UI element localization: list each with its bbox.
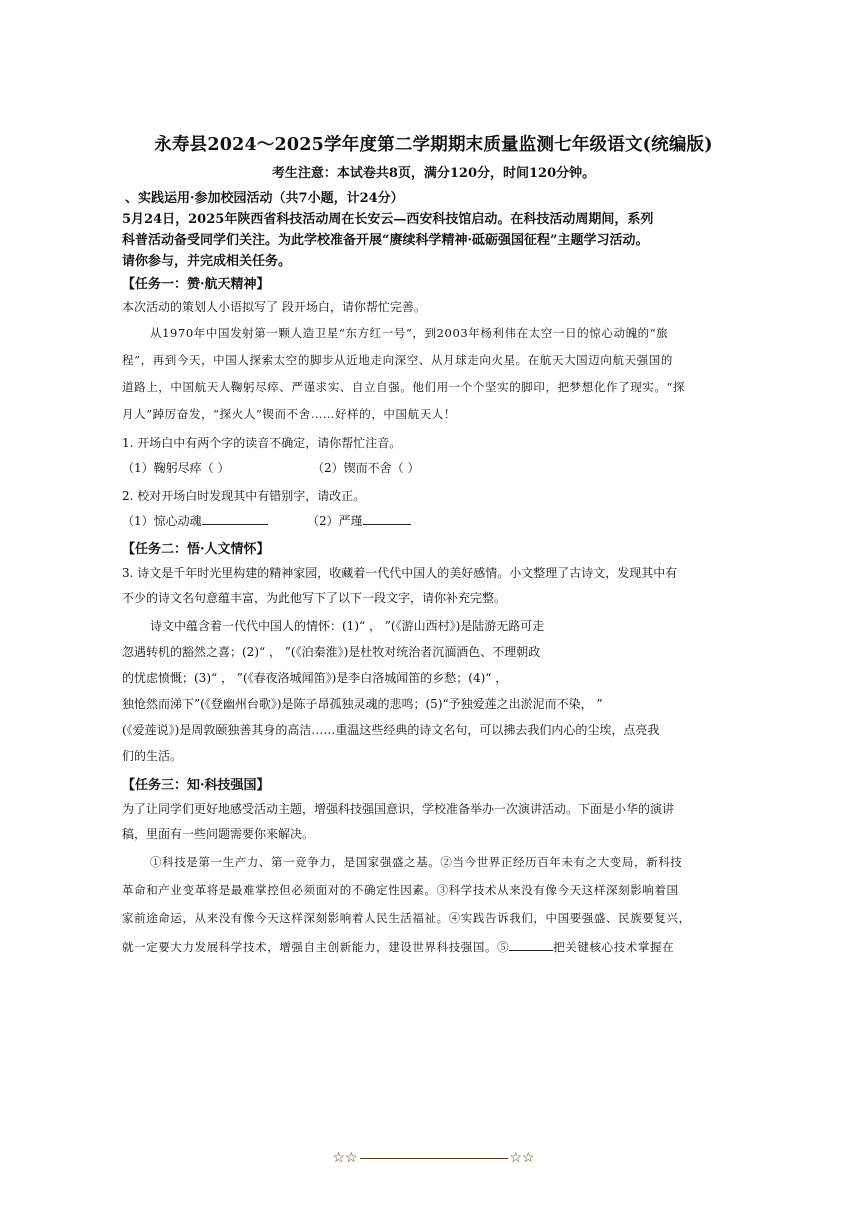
task3-passage-line-4-tail: 把关键核心技术掌握在 bbox=[553, 940, 675, 954]
task3-desc-line-1: 为了让同学们更好地感受活动主题，增强科技强国意识，学校准备举办一次演讲活动。下面是小华的演讲 bbox=[122, 802, 675, 816]
task1-passage-line-1: 从1970年中国发射第一颗人造卫星“东方红一号”，到2003年杨利伟在太空一日的惊心动魄的“旅 bbox=[150, 326, 669, 340]
footer-stars-right: ☆☆ bbox=[509, 1150, 535, 1166]
task3-passage-line-4 bbox=[122, 938, 674, 955]
section1-intro-line-3: 请你参与，并完成相关任务。 bbox=[122, 254, 292, 269]
task3-passage-line-2: 革命和产业变革将是最难掌控但必须面对的不确定性因素。③科学技术从来没有像今天这样深刻影响着国 bbox=[122, 883, 679, 897]
question-2-option-2 bbox=[307, 512, 411, 529]
question-2-option-1-text: （1）惊心动魂 bbox=[122, 514, 202, 528]
task3-passage-line-1: ①科技是第一生产力、第一竞争力，是国家强盛之基。②当今世界正经历百年未有之大变局，新科技 bbox=[150, 855, 683, 869]
question-2-option-1 bbox=[122, 512, 268, 529]
question-2-answer-blank-2[interactable] bbox=[363, 512, 411, 525]
section1-heading: 、实践运用·参加校园活动（共7小题，计24分） bbox=[125, 191, 404, 206]
footer-divider bbox=[360, 1158, 508, 1159]
task1-heading: 【任务一：赞·航天精神】 bbox=[122, 277, 270, 292]
task3-passage-line-4-text: 就一定要大力发展科学技术，增强自主创新能力，建设世界科技强国。⑤ bbox=[122, 940, 510, 954]
footer-stars-left: ☆☆ bbox=[332, 1150, 358, 1166]
task3-heading: 【任务三：知·科技强国】 bbox=[122, 778, 270, 793]
question-2-option-2-text: （2）严瑾 bbox=[307, 514, 363, 528]
question-3-line-2: 不少的诗文名句意蕴丰富，为此他写下了以下一段文字，请你补充完整。 bbox=[122, 591, 507, 605]
task2-passage-line-6: 们的生活。 bbox=[122, 749, 183, 763]
question-2: 2. 校对开场白时发现其中有错别字，请改正。 bbox=[122, 489, 366, 503]
question-1-option-1: （1）鞠躬尽瘁（ ） bbox=[122, 461, 230, 475]
task1-passage-line-2: 程”，再到今天，中国人探索太空的脚步从近地走向深空、从月球走向火星。在航天大国迈向航天强国的 bbox=[122, 353, 673, 367]
task1-passage-line-4: 月人”踔厉奋发，“探火人”锲而不舍……好样的，中国航天人！ bbox=[122, 407, 457, 421]
task2-passage-line-2: 忽遇转机的豁然之喜；(2)“ ， ”(《泊秦淮》)是杜牧对统治者沉湎酒色、不理朝政 bbox=[122, 645, 541, 659]
task3-passage-line-3: 家前途命运，从来没有像今天这样深刻影响着人民生活福祉。④实践告诉我们，中国要强盛、民族要复兴， bbox=[122, 911, 691, 925]
task2-heading: 【任务二：悟·人文情怀】 bbox=[122, 542, 270, 557]
question-1: 1. 开场白中有两个字的读音不确定，请你帮忙注音。 bbox=[122, 436, 402, 450]
task2-passage-line-1: 诗文中蕴含着一代代中国人的情怀：(1)“ ， ”(《游山西村》)是陆游无路可走 bbox=[150, 619, 545, 633]
exam-title: 永寿县2024～2025学年度第二学期期末质量监测七年级语文(统编版) bbox=[154, 135, 713, 155]
exam-notice: 考生注意：本试卷共8页，满分120分，时间120分钟。 bbox=[271, 166, 596, 181]
task2-passage-line-4: 独怆然而涕下”(《登幽州台歌》)是陈子昂孤独灵魂的悲鸣；(5)“予独爱莲之出淤泥而不染， ” bbox=[122, 697, 603, 711]
page-footer bbox=[0, 1150, 867, 1166]
task2-passage-line-5: (《爱莲说》)是周敦颐独善其身的高洁……重温这些经典的诗文名句，可以拂去我们内心的尘埃，点亮我 bbox=[122, 723, 660, 737]
question-3-line-1: 3. 诗文是千年时光里构建的精神家园，收藏着一代代中国人的美好感情。小文整理了古诗文，发现其中有 bbox=[122, 566, 678, 580]
task3-desc-line-2: 稿，里面有一些问题需要你来解决。 bbox=[122, 827, 315, 841]
section1-intro-line-2: 科普活动备受同学们关注。为此学校准备开展“赓续科学精神·砥砺强国征程”主题学习活动。 bbox=[122, 233, 649, 248]
task3-answer-blank[interactable] bbox=[509, 938, 553, 951]
task2-passage-line-3: 的忧虑愤慨；(3)“ ， ”(《春夜洛城闻笛》)是李白洛城闻笛的乡愁；(4)“ ， bbox=[122, 671, 508, 685]
section1-intro-line-1: 5月24日，2025年陕西省科技活动周在长安云—西安科技馆启动。在科技活动周期间，系列 bbox=[122, 212, 654, 227]
task1-desc: 本次活动的策划人小语拟写了 段开场白，请你帮忙完善。 bbox=[122, 300, 426, 314]
question-1-option-2: （2）锲而不舍（ ） bbox=[312, 461, 420, 475]
task1-passage-line-3: 道路上，中国航天人鞠躬尽瘁、严谨求实、自立自强。他们用一个个坚实的脚印，把梦想化作了现实。“探 bbox=[122, 380, 686, 394]
question-2-answer-blank-1[interactable] bbox=[202, 512, 268, 525]
